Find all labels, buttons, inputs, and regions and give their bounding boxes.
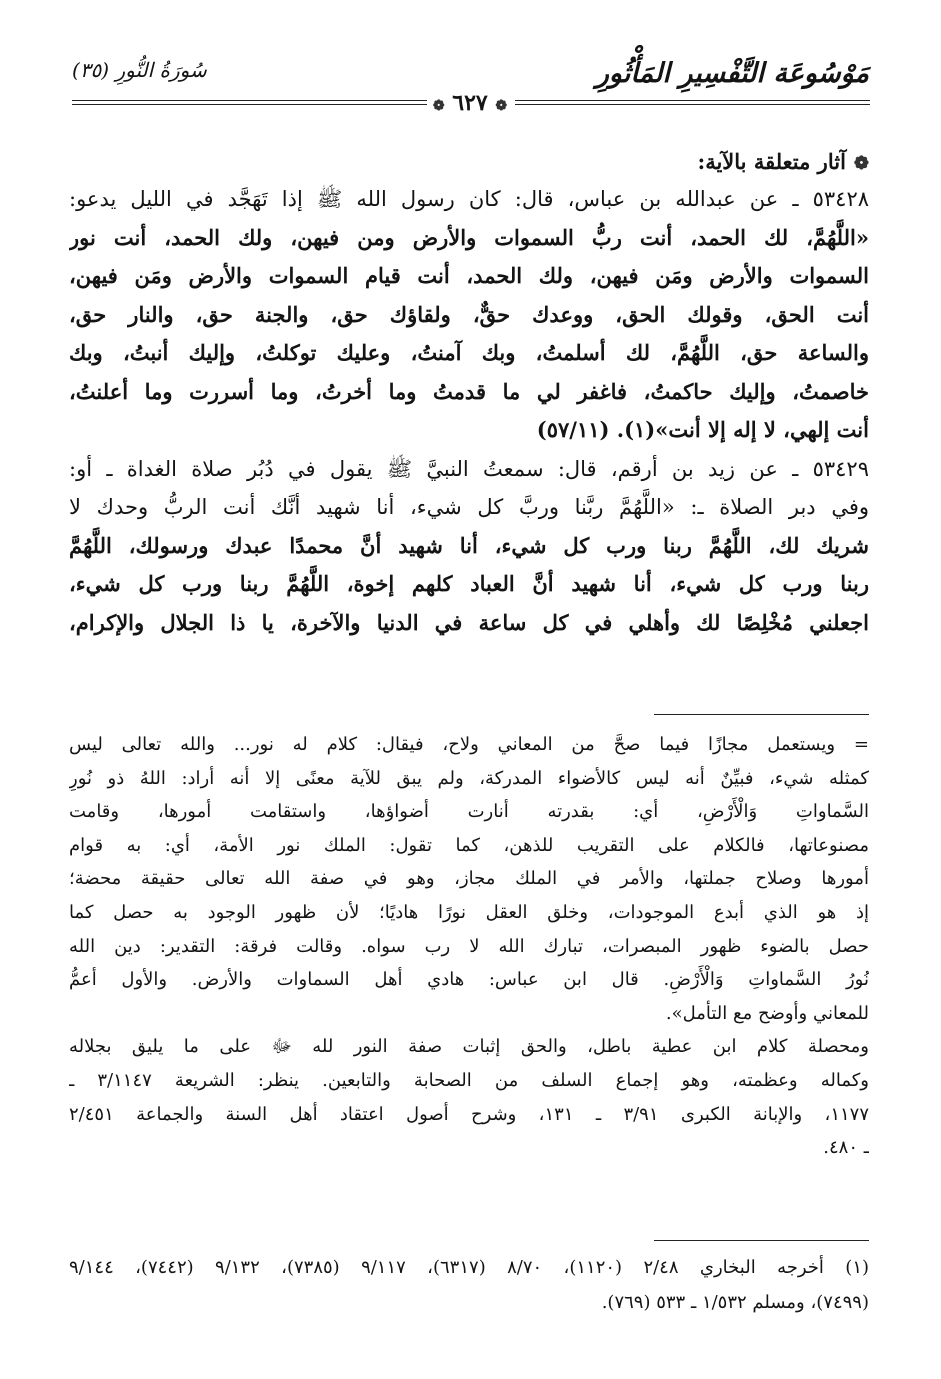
text-line: ربنا ورب كل شيء، أنا شهيد أنَّ العباد كلهم إخوة، اللَّهُمَّ ربنا ورب كل شيء، bbox=[69, 571, 869, 596]
text-line: ٥٣٤٢٩ ـ عن زيد بن أرقم، قال: سمعتُ النبيَّ ﷺ يقول في دُبُر صلاة الغداة ـ أو: bbox=[69, 456, 869, 481]
section-heading: ❁آثار متعلقة بالآية: bbox=[697, 149, 869, 174]
note-line: ـ ٤٨٠. bbox=[823, 1137, 869, 1159]
note-line: = ويستعمل مجازًا فيما صحَّ من المعاني ولاح، فيقال: كلام له نور... والله تعالى ليس bbox=[69, 734, 869, 755]
text-line: خاصمتُ، وإليك حاكمتُ، فاغفر لي ما قدمتُ وما أخرتُ، وما أسررت وما أعلنتُ، bbox=[69, 378, 869, 404]
page-number-block bbox=[420, 90, 520, 116]
text-line: وفي دبر الصلاة ـ: «اللَّهُمَّ ربَّنا وربَّ كل شيء، أنا شهيد أنَّك أنت الربُّ وحدك لا bbox=[69, 495, 869, 519]
footnote-separator bbox=[654, 1240, 869, 1241]
note-line: كمثله شيء، فبيِّنٌ أنه ليس كالأضواء المدركة، ولم يبق للآية معنًى إلا أنه أراد: اللهُ ذو نُورِ bbox=[69, 767, 869, 789]
page-number: ٦٢٧ bbox=[452, 90, 488, 116]
text-line: اجعلني مُخْلِصًا لك وأهلي في كل ساعة في الدنيا والآخرة، يا ذا الجلال والإكرام، bbox=[69, 609, 869, 635]
note-line: نُورُ السَّماواتِ وَالْأَرْضِ. قال ابن عباس: هادي أهل السماوات والأرض. والأول أعمُّ bbox=[69, 969, 869, 991]
flower-ornament-icon: ❁ bbox=[853, 153, 869, 174]
note-line: حصل بالضوء ظهور المبصرات، تبارك الله لا رب سواه. وقالت فرقة: التقدير: دين الله bbox=[69, 935, 869, 957]
commentary-notes bbox=[69, 728, 869, 1165]
note-line: السَّماواتِ وَالْأَرْضِ، أي: بقدرته أنارت أضواؤها، واستقامت أمورها، وقامت bbox=[69, 801, 869, 823]
text-line: أنت إلهي، لا إله إلا أنت»(١). (٥٧/١١) bbox=[536, 417, 869, 442]
header-rule-left-2 bbox=[72, 104, 427, 105]
text-line: والساعة حق، اللَّهُمَّ، لك أسلمتُ، وبك آمنتُ، وعليك توكلتُ، وإليك أنبتُ، وبك bbox=[69, 340, 869, 365]
footnotes bbox=[69, 1250, 869, 1320]
text-line: أنت الحق، وقولك الحق، ووعدك حقٌّ، ولقاؤك حق، والجنة حق، والنار حق، bbox=[69, 301, 869, 327]
notes-separator bbox=[654, 714, 869, 715]
note-line: وكماله وعظمته، وهو إجماع السلف من الصحابة والتابعين. ينظر: الشريعة ٣/١١٤٧ ـ bbox=[69, 1069, 869, 1091]
ornament-icon: ❁ bbox=[495, 98, 508, 114]
header-rule-left bbox=[72, 100, 427, 101]
header-rule-right-2 bbox=[515, 104, 870, 105]
text-line: السموات والأرض ومَن فيهن، ولك الحمد، أنت قيام السموات والأرض ومَن فيهن، bbox=[69, 263, 869, 288]
footnote-line: (٧٤٩٩)، ومسلم ١/٥٣٢ ـ ٥٣٣ (٧٦٩). bbox=[601, 1292, 869, 1313]
text-line: ٥٣٤٢٨ ـ عن عبدالله بن عباس، قال: كان رسول الله ﷺ إذا تَهَجَّد في الليل يدعو: bbox=[69, 187, 869, 211]
note-line: للمعاني وأوضح مع التأمل». bbox=[665, 1002, 869, 1024]
text-line: شريك لك، اللَّهُمَّ ربنا ورب كل شيء، أنا شهيد أنَّ محمدًا عبدك ورسولك، اللَّهُمَّ bbox=[69, 532, 869, 558]
book-title: مَوْسُوعَة التَّفْسِيرِ المَأْثُورِ bbox=[595, 58, 869, 89]
header-rule-right bbox=[515, 100, 870, 101]
note-line: ومحصلة كلام ابن عطية باطل، والحق إثبات صفة النور لله ﷻ على ما يليق بجلاله bbox=[69, 1036, 869, 1058]
note-line: مصنوعاتها، فالكلام على التقريب للذهن، كما تقول: الملك نور الأمة، أي: به قوام bbox=[69, 834, 869, 856]
note-line: ١١٧٧، والإبانة الكبرى ٣/٩١ ـ ١٣١، وشرح أصول اعتقاد أهل السنة والجماعة ٢/٤٥١ bbox=[69, 1103, 869, 1125]
ornament-icon: ❁ bbox=[432, 98, 445, 114]
footnote-line: (١) أخرجه البخاري ٢/٤٨ (١١٢٠)، ٨/٧٠ (٦٣١٧)، ٩/١١٧ (٧٣٨٥)، ٩/١٣٢ (٧٤٤٢)، ٩/١٤٤ bbox=[69, 1257, 869, 1278]
text-line: «اللَّهُمَّ، لك الحمد، أنت ربُّ السموات والأرض ومن فيهن، ولك الحمد، أنت نور bbox=[69, 224, 869, 250]
surah-label: سُورَةُ النُّورِ (٣٥) bbox=[72, 58, 207, 82]
note-line: أمورها وصلاح جملتها، والأمر في الملك مجاز، وهو في صفة الله تعالى حقيقة محضة؛ bbox=[69, 868, 869, 890]
note-line: إذ هو الذي أبدع الموجودات، وخلق العقل نورًا هاديًا؛ لأن ظهور الوجود به حصل كما bbox=[69, 901, 869, 923]
main-text bbox=[69, 144, 869, 642]
